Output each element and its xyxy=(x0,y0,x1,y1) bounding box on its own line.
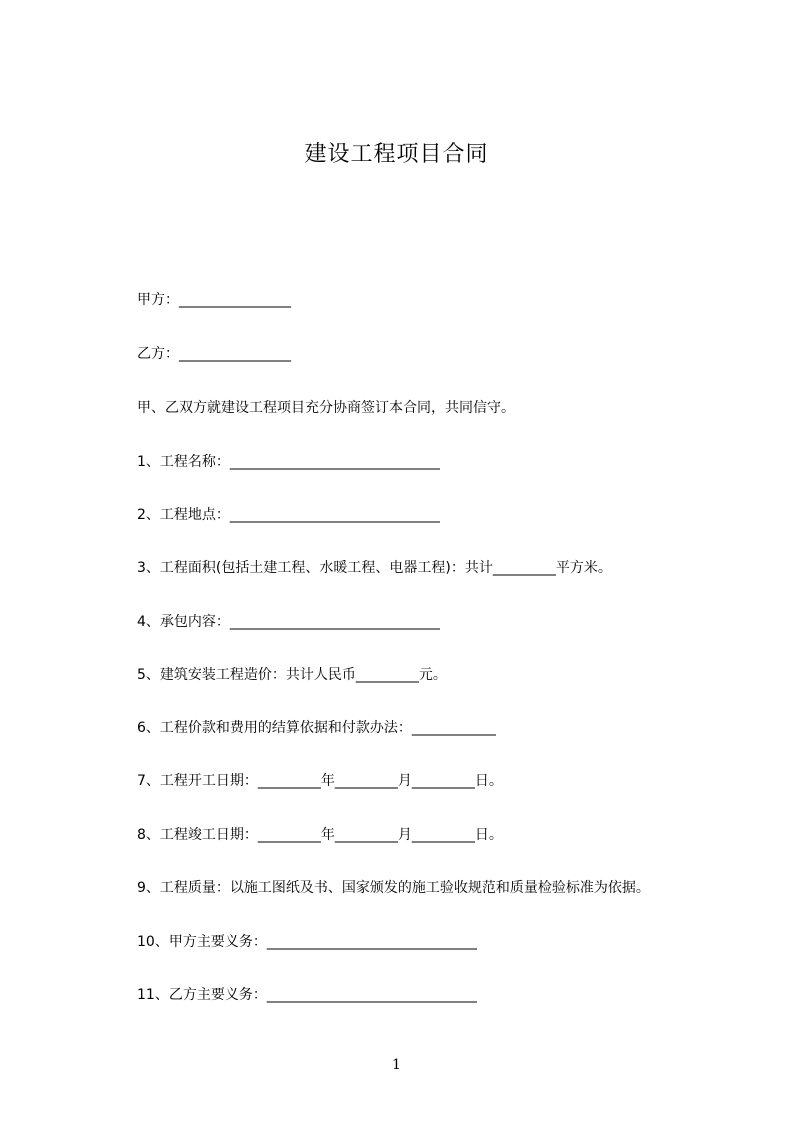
document-title: 建设工程项目合同 xyxy=(304,142,489,167)
clause-contract-scope: 4、承包内容：______________________________ xyxy=(137,614,440,630)
clause-construction-cost: 5、建筑安装工程造价：共计人民币_________元。 xyxy=(137,667,447,683)
clause-completion-date: 8、工程竣工日期：_________年_________月_________日。 xyxy=(137,827,503,843)
clause-project-name: 1、工程名称：______________________________ xyxy=(137,454,440,470)
clause-party-b-duties: 11、乙方主要义务：______________________________ xyxy=(137,987,477,1003)
agreement-statement: 甲、乙双方就建设工程项目充分协商签订本合同，共同信守。 xyxy=(137,400,515,416)
page-number: 1 xyxy=(392,1057,401,1073)
clause-quality: 9、工程质量：以施工图纸及书、国家颁发的施工验收规范和质量检验标准为依据。 xyxy=(137,880,650,896)
clause-payment-method: 6、工程价款和费用的结算依据和付款办法：____________ xyxy=(137,720,496,736)
clause-party-a-duties: 10、甲方主要义务：______________________________ xyxy=(137,934,477,950)
party-b-line: 乙方：________________ xyxy=(137,346,291,362)
party-a-line: 甲方：________________ xyxy=(137,292,291,308)
clause-project-location: 2、工程地点：______________________________ xyxy=(137,507,440,523)
clause-project-area: 3、工程面积(包括土建工程、水暖工程、电器工程)：共计_________平方米。 xyxy=(137,560,612,576)
clause-start-date: 7、工程开工日期：_________年_________月_________日。 xyxy=(137,773,503,789)
